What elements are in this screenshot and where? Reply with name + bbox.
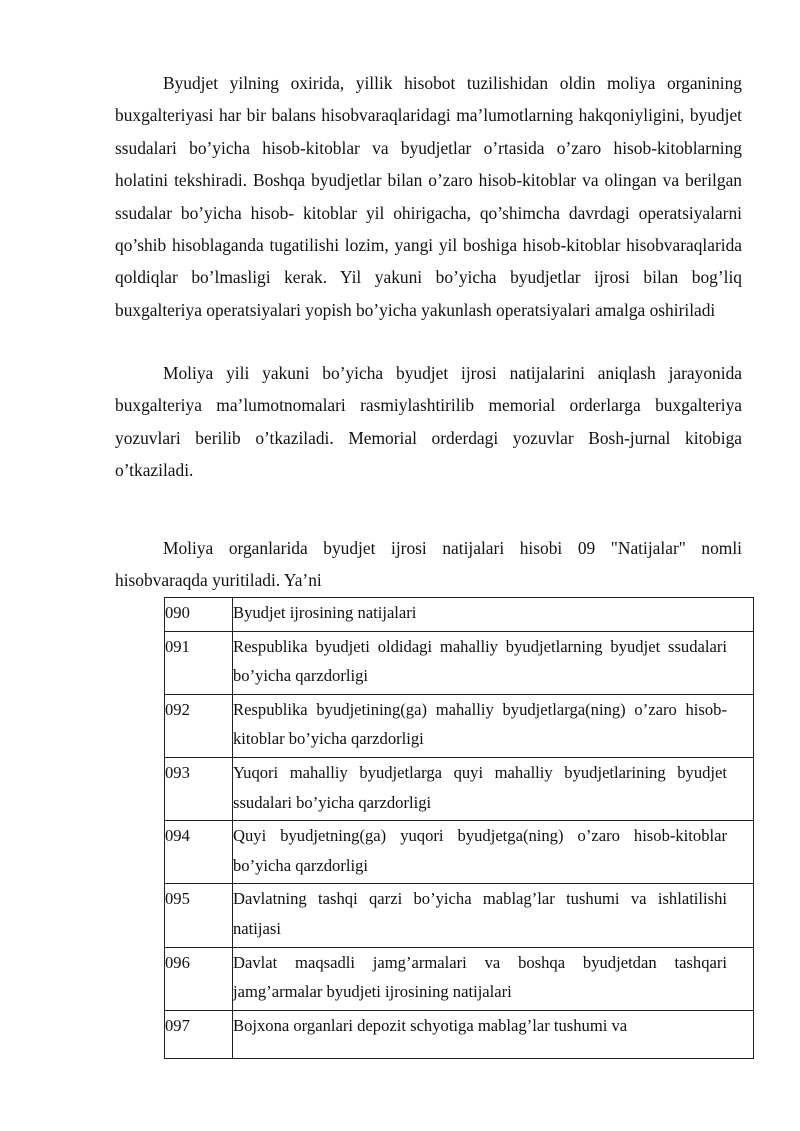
table-row xyxy=(165,821,754,884)
table-row xyxy=(165,884,754,947)
account-code: 092 xyxy=(165,694,233,757)
table-row xyxy=(165,757,754,820)
account-name: Respublika byudjeti oldidagi mahalliy byudjetlarning byudjet ssudalari bo’yicha qarzdorligi xyxy=(233,631,754,694)
paragraph-memorial-orders xyxy=(115,357,742,487)
account-name: Bojxona organlari depozit schyotiga mablag’lar tushumi va xyxy=(233,1010,754,1058)
paragraph-text: Byudjet yilning oxirida, yillik hisobot tuzilishidan oldin moliya organining buxgalteriyasi har bir balans hisobvaraqlaridagi ma’lumotlarning hakqoniyligini, byudjet ssudalari bo’yicha hisob-kitoblar va byudjetlar o’rtasida o’zaro hisob-kitoblarning holatini tekshiradi. Boshqa byudjetlar bilan o’zaro hisob-kitoblar va olingan va berilgan ssudalar bo’yicha hisob- kitoblar yil ohirigacha, qo’shimcha davrdagi operatsiyalarni qo’shib hisoblaganda tugatilishi lozim, yangi yil boshiga hisob-kitoblar hisobvaraqlarida qoldiqlar bo’lmasligi kerak. Yil yakuni bo’yicha byudjetlar ijrosi bilan bog’liq buxgalteriya operatsiyalari yopish bo’yicha yakunlash operatsiyalari amalga oshiriladi xyxy=(115,73,742,320)
paragraph-text: Moliya yili yakuni bo’yicha byudjet ijrosi natijalarini aniqlash jarayonida buxgalteriya ma’lumotnomalari rasmiylashtirilib memorial orderlarga buxgalteriya yozuvlari berilib o’tkaziladi. Memorial orderdagi yozuvlar Bosh-jurnal kitobiga o’tkaziladi. xyxy=(115,363,742,481)
account-name: Byudjet ijrosining natijalari xyxy=(233,598,754,632)
accounts-table xyxy=(164,597,754,1059)
account-name: Davlatning tashqi qarzi bo’yicha mablag’lar tushumi va ishlatilishi natijasi xyxy=(233,884,754,947)
account-name: Respublika byudjetining(ga) mahalliy byudjetlarga(ning) o’zaro hisob-kitoblar bo’yicha qarzdorligi xyxy=(233,694,754,757)
account-name: Davlat maqsadli jamg’armalari va boshqa byudjetdan tashqari jamg’armalar byudjeti ijrosining natijalari xyxy=(233,947,754,1010)
paragraph-results-account xyxy=(115,532,742,597)
account-code: 096 xyxy=(165,947,233,1010)
account-code: 093 xyxy=(165,757,233,820)
account-code: 095 xyxy=(165,884,233,947)
account-code: 091 xyxy=(165,631,233,694)
table-row xyxy=(165,631,754,694)
table-row xyxy=(165,694,754,757)
paragraph-text: Moliya organlarida byudjet ijrosi natijalari hisobi 09 "Natijalar" nomli hisobvaraqda yuritiladi. Ya’ni xyxy=(115,538,742,591)
account-code: 094 xyxy=(165,821,233,884)
table-row xyxy=(165,1010,754,1058)
paragraph-year-end-check xyxy=(115,67,742,326)
table-row xyxy=(165,598,754,632)
account-name: Yuqori mahalliy byudjetlarga quyi mahalliy byudjetlarining byudjet ssudalari bo’yicha qarzdorligi xyxy=(233,757,754,820)
table-row xyxy=(165,947,754,1010)
account-code: 097 xyxy=(165,1010,233,1058)
account-name: Quyi byudjetning(ga) yuqori byudjetga(ning) o’zaro hisob-kitoblar bo’yicha qarzdorligi xyxy=(233,821,754,884)
account-code: 090 xyxy=(165,598,233,632)
